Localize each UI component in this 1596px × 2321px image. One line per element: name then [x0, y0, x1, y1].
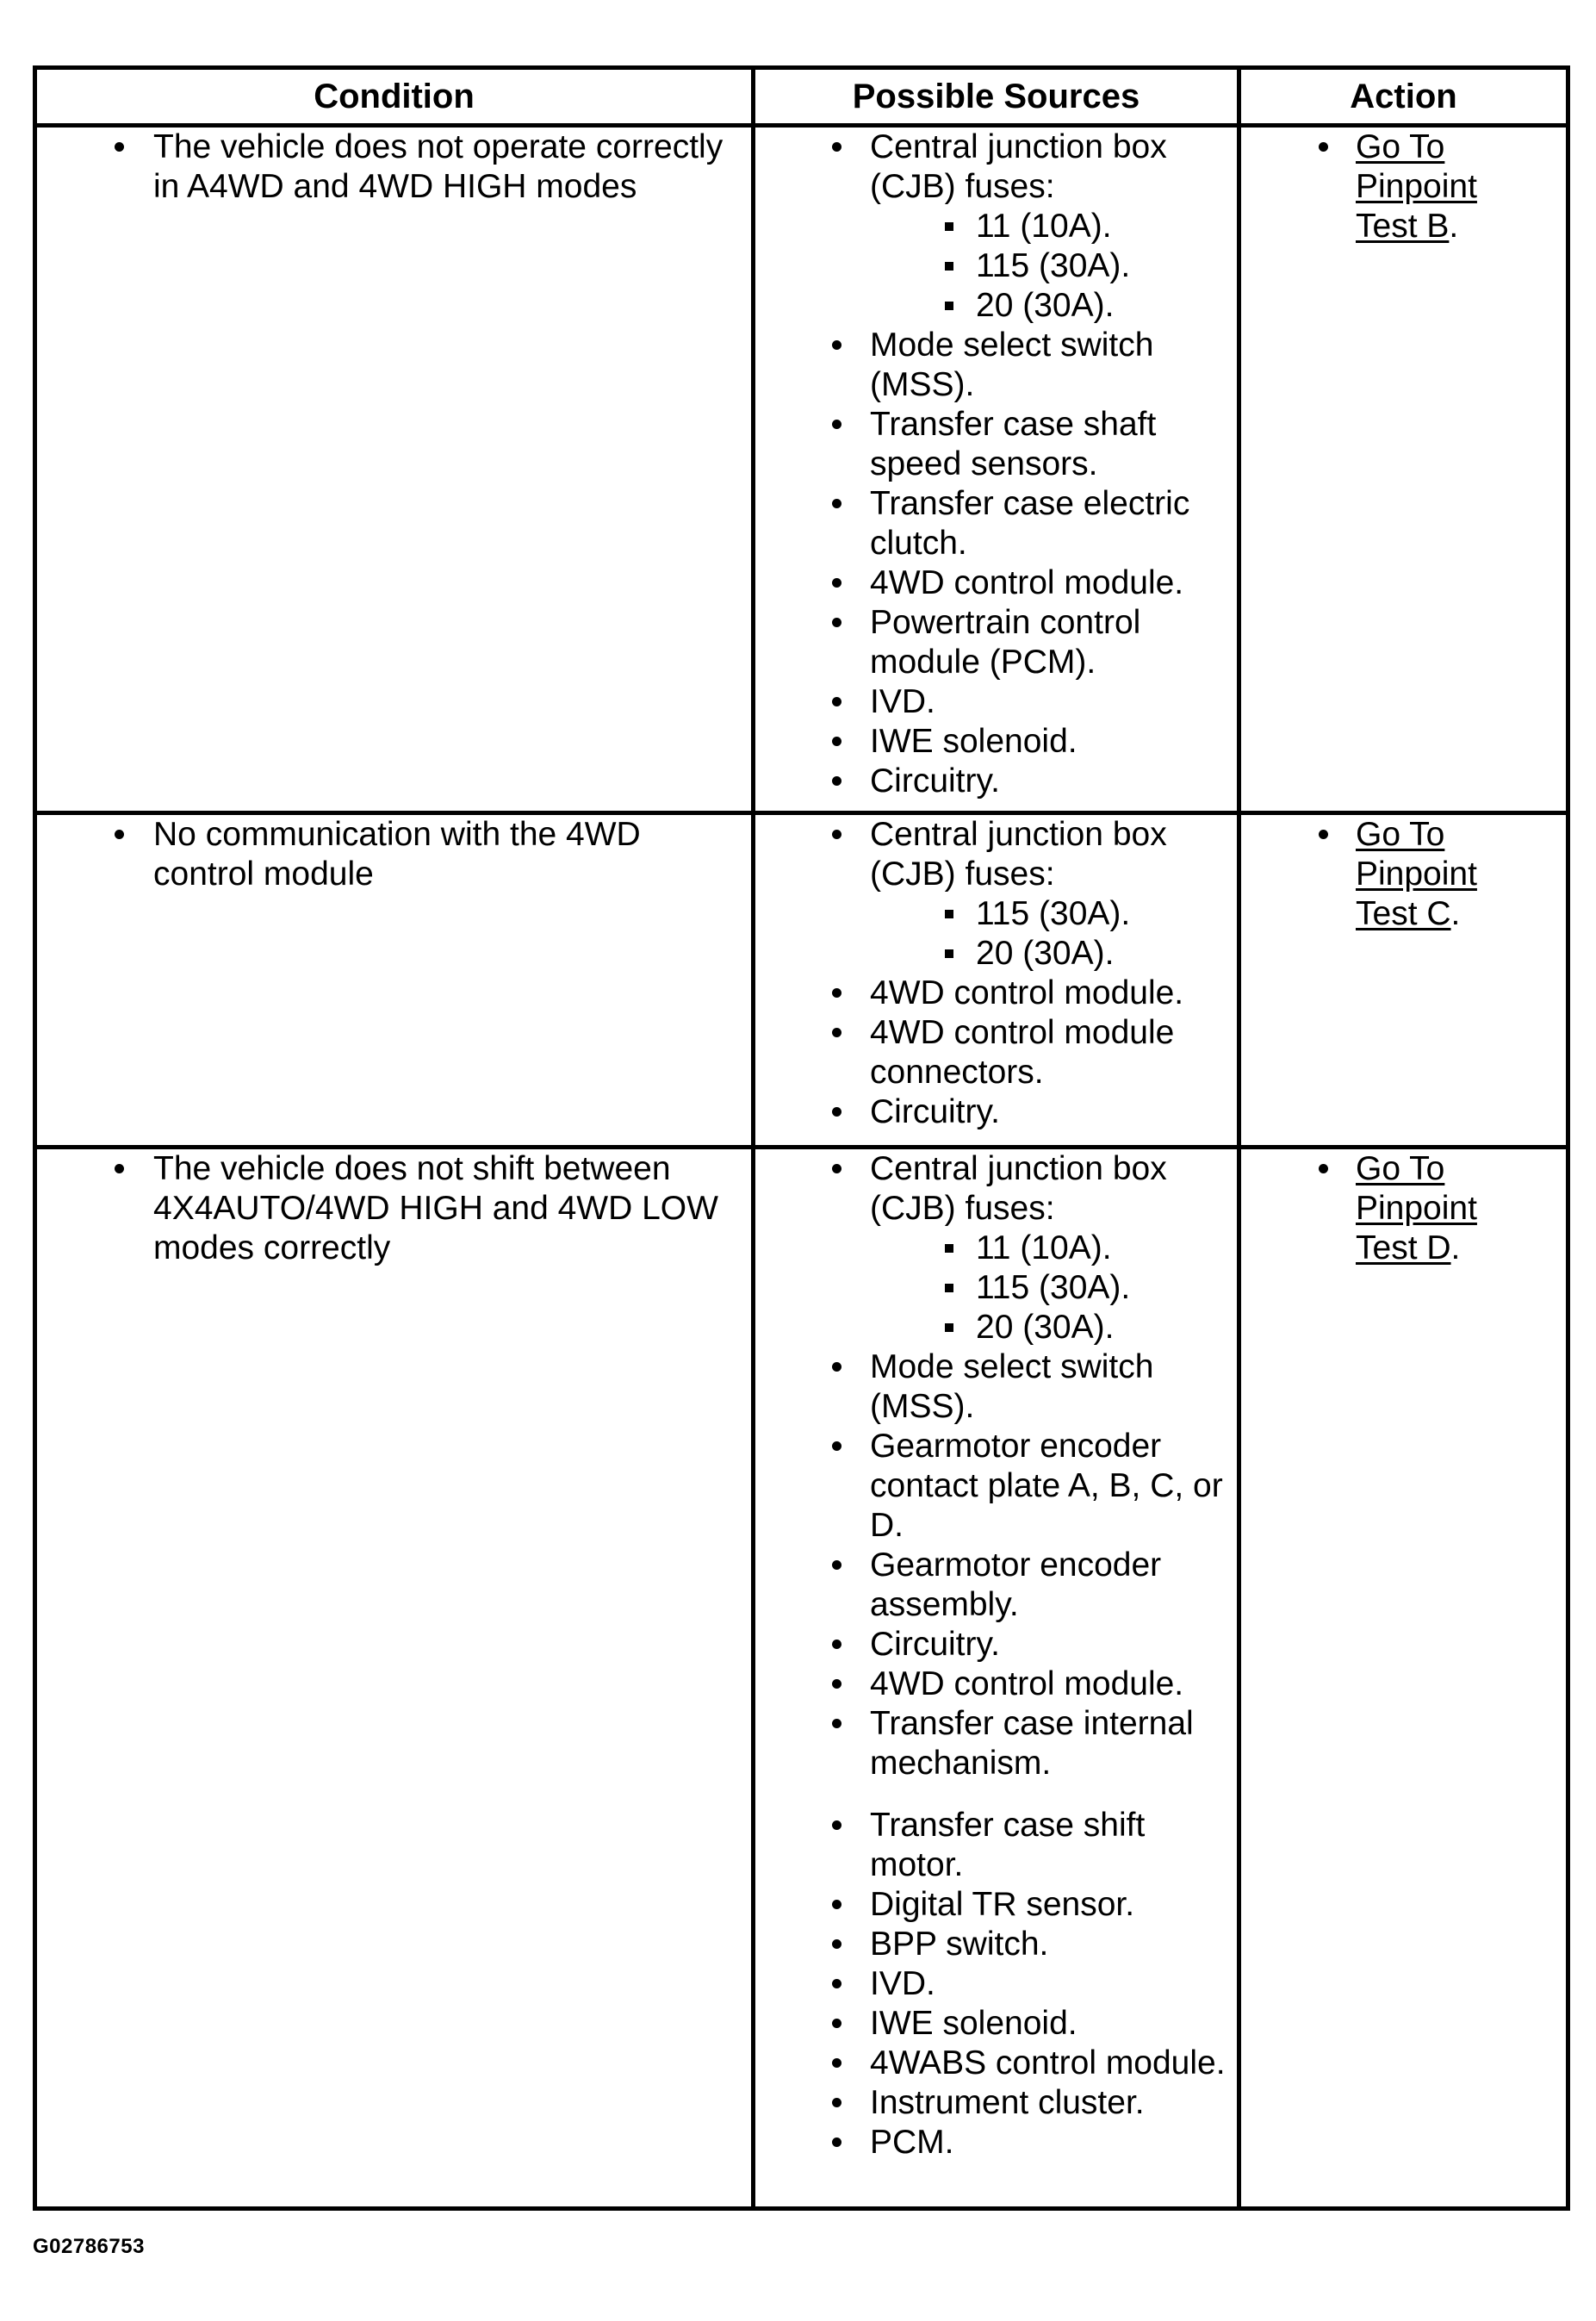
source-item: 4WD control module.: [755, 974, 1237, 1013]
pinpoint-test-d-link-line3[interactable]: Test D: [1356, 1229, 1451, 1266]
source-item: Transfer case shift motor.: [755, 1806, 1237, 1885]
pinpoint-test-c-link-line1[interactable]: Go To: [1356, 816, 1445, 853]
source-item: Gearmotor encoder assembly.: [755, 1546, 1237, 1625]
link-suffix: .: [1450, 895, 1461, 932]
action-list: [1241, 1149, 1566, 1268]
fuse-item: 11 (10A).: [870, 1229, 1228, 1268]
sources-list: [755, 128, 1237, 801]
source-item: IVD.: [755, 1964, 1237, 2004]
source-item: PCM.: [755, 2123, 1237, 2162]
pinpoint-test-c-link-line2[interactable]: Pinpoint: [1356, 856, 1477, 893]
link-suffix: .: [1449, 208, 1459, 245]
pinpoint-test-b-link-line2[interactable]: Pinpoint: [1356, 168, 1477, 205]
source-item: 4WD control module.: [755, 563, 1237, 603]
figure-id: G02786753: [33, 2235, 145, 2258]
source-item: Circuitry.: [755, 1625, 1237, 1665]
source-item: 4WD control module.: [755, 1665, 1237, 1704]
source-item: Gearmotor encoder contact plate A, B, C, or D.: [755, 1427, 1237, 1546]
source-item: Transfer case electric clutch.: [755, 484, 1237, 563]
source-item: Transfer case internal mechanism.: [755, 1704, 1237, 1783]
fuse-item: 115 (30A).: [870, 1268, 1228, 1308]
source-item: IWE solenoid.: [755, 722, 1237, 762]
condition-list: [37, 815, 751, 894]
header-possible-sources: Possible Sources: [754, 68, 1239, 126]
condition-cell: [35, 813, 754, 1148]
header-action: Action: [1239, 68, 1568, 126]
header-condition: Condition: [35, 68, 754, 126]
source-item: Powertrain control module (PCM).: [755, 603, 1237, 682]
source-item: [755, 1149, 1237, 1347]
table-row: [35, 1148, 1568, 2209]
condition-cell: [35, 1148, 754, 2209]
source-item-text: Central junction box (CJB) fuses:: [870, 816, 1167, 893]
action-cell: [1239, 1148, 1568, 2209]
source-item: [755, 128, 1237, 326]
source-item-text: Central junction box (CJB) fuses:: [870, 1150, 1167, 1227]
pinpoint-test-d-link-line1[interactable]: Go To: [1356, 1150, 1445, 1187]
fuse-list: [870, 894, 1228, 974]
diagnostic-table: [33, 65, 1570, 2211]
action-item: [1241, 128, 1566, 246]
action-item: [1241, 1149, 1566, 1268]
source-item: IVD.: [755, 682, 1237, 722]
condition-list: [37, 1149, 751, 1268]
pinpoint-test-b-link-line3[interactable]: Test B: [1356, 208, 1450, 245]
source-item: Circuitry.: [755, 1092, 1237, 1132]
table-row: [35, 813, 1568, 1148]
condition-text: No communication with the 4WD control module: [37, 815, 751, 894]
fuse-item: 115 (30A).: [870, 246, 1228, 286]
sources-cell: [754, 126, 1239, 813]
table-header-row: [35, 68, 1568, 126]
action-item: [1241, 815, 1566, 934]
action-cell: [1239, 126, 1568, 813]
sources-cell: [754, 813, 1239, 1148]
condition-list: [37, 128, 751, 207]
sources-cell: [754, 1148, 1239, 2209]
pinpoint-test-b-link-line1[interactable]: Go To: [1356, 128, 1445, 165]
pinpoint-test-c-link-line3[interactable]: Test C: [1356, 895, 1451, 932]
sources-list: [755, 1149, 1237, 2162]
source-item: Instrument cluster.: [755, 2083, 1237, 2123]
fuse-item: 115 (30A).: [870, 894, 1228, 934]
condition-text: The vehicle does not shift between 4X4AUTO/4WD HIGH and 4WD LOW modes correctly: [37, 1149, 751, 1268]
table-row: [35, 126, 1568, 813]
fuse-list: [870, 207, 1228, 326]
sources-list: [755, 815, 1237, 1132]
fuse-item: 20 (30A).: [870, 286, 1228, 326]
pinpoint-test-d-link-line2[interactable]: Pinpoint: [1356, 1190, 1477, 1227]
condition-text: The vehicle does not operate correctly in A4WD and 4WD HIGH modes: [37, 128, 751, 207]
source-item-text: Central junction box (CJB) fuses:: [870, 128, 1167, 205]
source-item: BPP switch.: [755, 1925, 1237, 1964]
source-item: Circuitry.: [755, 762, 1237, 801]
action-list: [1241, 128, 1566, 246]
source-item: 4WABS control module.: [755, 2044, 1237, 2083]
fuse-item: 20 (30A).: [870, 1308, 1228, 1347]
source-item: [755, 815, 1237, 974]
source-item: Digital TR sensor.: [755, 1885, 1237, 1925]
action-cell: [1239, 813, 1568, 1148]
fuse-list: [870, 1229, 1228, 1347]
source-item: Mode select switch (MSS).: [755, 1347, 1237, 1427]
link-suffix: .: [1450, 1229, 1461, 1266]
source-item: Mode select switch (MSS).: [755, 326, 1237, 405]
source-item: 4WD control module connectors.: [755, 1013, 1237, 1092]
condition-cell: [35, 126, 754, 813]
source-item: IWE solenoid.: [755, 2004, 1237, 2044]
fuse-item: 11 (10A).: [870, 207, 1228, 246]
action-list: [1241, 815, 1566, 934]
fuse-item: 20 (30A).: [870, 934, 1228, 974]
source-item: Transfer case shaft speed sensors.: [755, 405, 1237, 484]
